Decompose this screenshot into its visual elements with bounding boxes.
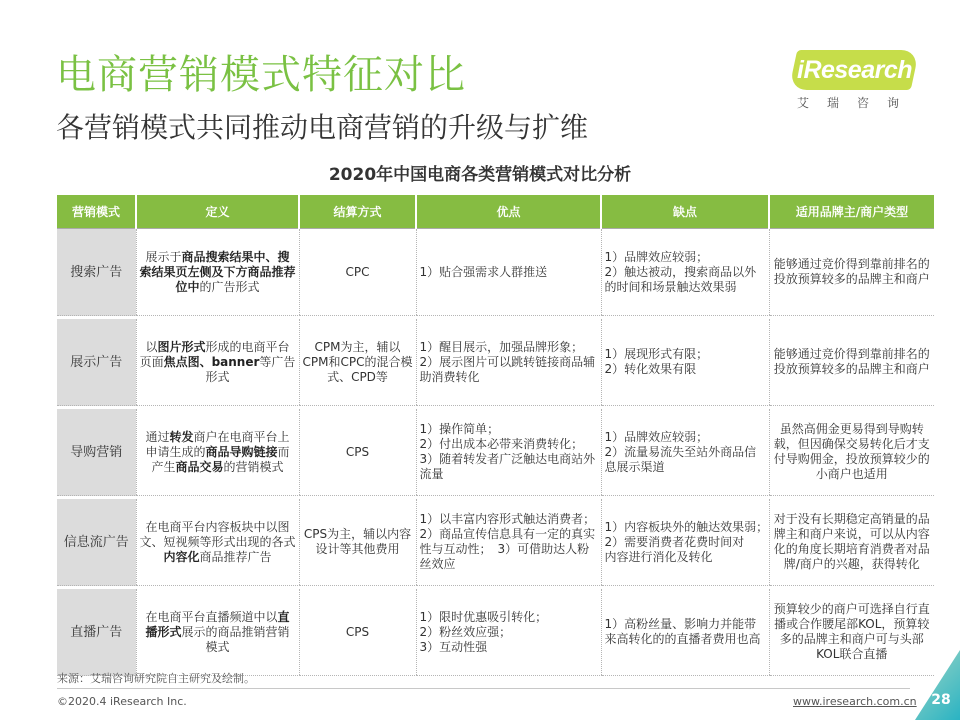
comparison-table <box>57 195 934 676</box>
cell-fit: 预算较少的商户可选择自行直播或合作腰尾部KOL，预算较多的品牌主和商户可与头部KOL联合直播 <box>769 589 934 676</box>
iresearch-logo <box>793 50 918 110</box>
definition-keyword: 转发 <box>169 429 194 444</box>
cell-line: 2）粉丝效应强； <box>419 624 512 639</box>
definition-text: 通过 <box>145 429 170 444</box>
definition-text: 等广告形式 <box>205 354 296 384</box>
definition-keyword: 商品交易 <box>175 459 224 474</box>
cell-definition <box>136 319 299 406</box>
table-row <box>57 319 934 406</box>
definition-keyword: 商品导购链接 <box>205 444 278 459</box>
cell-cons <box>601 319 769 406</box>
definition-text: 商品推荐广告 <box>199 549 272 564</box>
definition-text: 展示的商品推销营销模式 <box>181 624 290 654</box>
table-row <box>57 229 934 316</box>
cell-settlement: CPS <box>299 589 416 676</box>
definition-text: 的广告形式 <box>199 279 260 294</box>
page-number: 28 <box>931 692 951 708</box>
cell-pros <box>416 229 601 316</box>
definition-text: 的营销模式 <box>223 459 284 474</box>
cell-definition <box>136 499 299 586</box>
cell-mode: 直播广告 <box>57 589 136 676</box>
definition-text: 商户在电商平台上申请生成的 <box>145 429 290 459</box>
cell-fit: 虽然高佣金更易得到导购转载，但因确保交易转化后才支付导购佣金，投放预算较少的小商户也适用 <box>769 409 934 496</box>
cell-mode: 信息流广告 <box>57 499 136 586</box>
cell-pros <box>416 499 601 586</box>
definition-keyword: 直播形式 <box>145 609 290 639</box>
cell-line: 1）醒目展示，加强品牌形象； <box>419 339 584 354</box>
source-note: 来源：艾瑞咨询研究院自主研究及绘制。 <box>57 672 255 685</box>
definition-text: 在电商平台直播频道中以 <box>145 609 278 624</box>
cell-definition <box>136 409 299 496</box>
cell-pros <box>416 589 601 676</box>
header-cons: 缺点 <box>601 195 769 229</box>
cell-definition <box>136 229 299 316</box>
cell-line: 1）品牌效应较弱； <box>604 429 709 444</box>
header-pros: 优点 <box>416 195 601 229</box>
cell-settlement: CPS为主，辅以内容设计等其他费用 <box>299 499 416 586</box>
cell-cons <box>601 499 775 586</box>
header-fit: 适用品牌主/商户类型 <box>769 195 934 229</box>
cell-settlement: CPC <box>299 229 416 316</box>
definition-text: 展示于 <box>145 249 182 264</box>
table-row <box>57 499 934 586</box>
cell-line: 1）限时优惠吸引转化； <box>419 609 548 624</box>
cell-pros <box>416 319 601 406</box>
cell-mode: 搜索广告 <box>57 229 136 316</box>
definition-text: 以 <box>145 339 158 354</box>
header-settlement: 结算方式 <box>299 195 416 229</box>
cell-mode: 导购营销 <box>57 409 136 496</box>
page-title: 电商营销模式特征对比 <box>56 52 466 98</box>
definition-keyword: 图片形式 <box>157 339 206 354</box>
cell-line: 3）互动性强 <box>419 639 488 654</box>
cell-line: 3）随着转发者广泛触达电商站外流量 <box>419 452 596 481</box>
definition-keyword: 焦点图、banner <box>163 354 260 369</box>
table-row <box>57 409 934 496</box>
website-link[interactable]: www.iresearch.com.cn <box>793 695 917 708</box>
cell-line: 2）展示图片可以跳转链接商品辅助消费转化 <box>419 354 596 384</box>
definition-keyword: 商品搜索结果中、搜索结果页左侧及下方商品推荐位中 <box>139 249 296 294</box>
header-definition: 定义 <box>136 195 299 229</box>
footer-divider <box>57 688 910 689</box>
cell-fit: 能够通过竞价得到靠前排名的投放预算较多的品牌主和商户 <box>769 319 934 406</box>
table-header-row <box>57 195 934 229</box>
cell-line: 1）以丰富内容形式触达消费者；2）商品宣传信息具有一定的真实性与互动性； 3）可借助达人粉丝效应 <box>419 512 596 571</box>
cell-cons <box>601 589 769 676</box>
cell-mode: 展示广告 <box>57 319 136 406</box>
cell-fit: 能够通过竞价得到靠前排名的投放预算较多的品牌主和商户 <box>769 229 934 316</box>
cell-line: 1）贴合强需求人群推送 <box>419 264 548 279</box>
cell-line: 2）转化效果有限 <box>604 362 697 376</box>
cell-fit: 对于没有长期稳定高销量的品牌主和商户来说，可以从内容化的角度长期培育消费者对品牌/商户的兴趣，获得转化 <box>769 499 934 586</box>
cell-line: 1）展现形式有限； <box>604 347 709 361</box>
definition-text: 形成的电商平台页面 <box>139 339 290 369</box>
definition-keyword: 内容化 <box>163 549 200 564</box>
cell-line: 2）付出成本必带来消费转化； <box>419 437 584 451</box>
table-title: 2020年中国电商各类营销模式对比分析 <box>328 165 632 185</box>
cell-cons <box>601 229 769 316</box>
logo-wordmark: iResearch <box>797 56 913 84</box>
cell-line: 1）品牌效应较弱； <box>604 249 709 264</box>
definition-text: 在电商平台内容板块中以图文、短视频等形式出现的各式 <box>139 519 296 549</box>
copyright: ©2020.4 iResearch Inc. <box>57 695 187 708</box>
cell-line: 1）操作简单； <box>419 422 500 436</box>
logo-chinese-name: 艾瑞咨询 <box>797 96 918 110</box>
cell-line: 1）内容板块外的触达效果弱； 2）需要消费者花费时间对 内容进行消化及转化 <box>604 519 775 564</box>
definition-text: 而产生 <box>151 444 290 474</box>
cell-line: 1）高粉丝量、影响力并能带来高转化的的直播者费用也高 <box>604 617 761 646</box>
cell-pros <box>416 409 601 496</box>
table-row <box>57 589 934 676</box>
cell-settlement: CPM为主，辅以CPM和CPC的混合模式、CPD等 <box>299 319 416 406</box>
page-subtitle: 各营销模式共同推动电商营销的升级与扩维 <box>56 111 589 144</box>
cell-cons <box>601 409 769 496</box>
cell-line: 2）触达被动，搜索商品以外的时间和场景触达效果弱 <box>604 264 757 294</box>
header-mode: 营销模式 <box>57 195 136 229</box>
cell-line: 2）流量易流失至站外商品信息展示渠道 <box>604 444 757 474</box>
cell-definition <box>136 589 299 676</box>
cell-settlement: CPS <box>299 409 416 496</box>
